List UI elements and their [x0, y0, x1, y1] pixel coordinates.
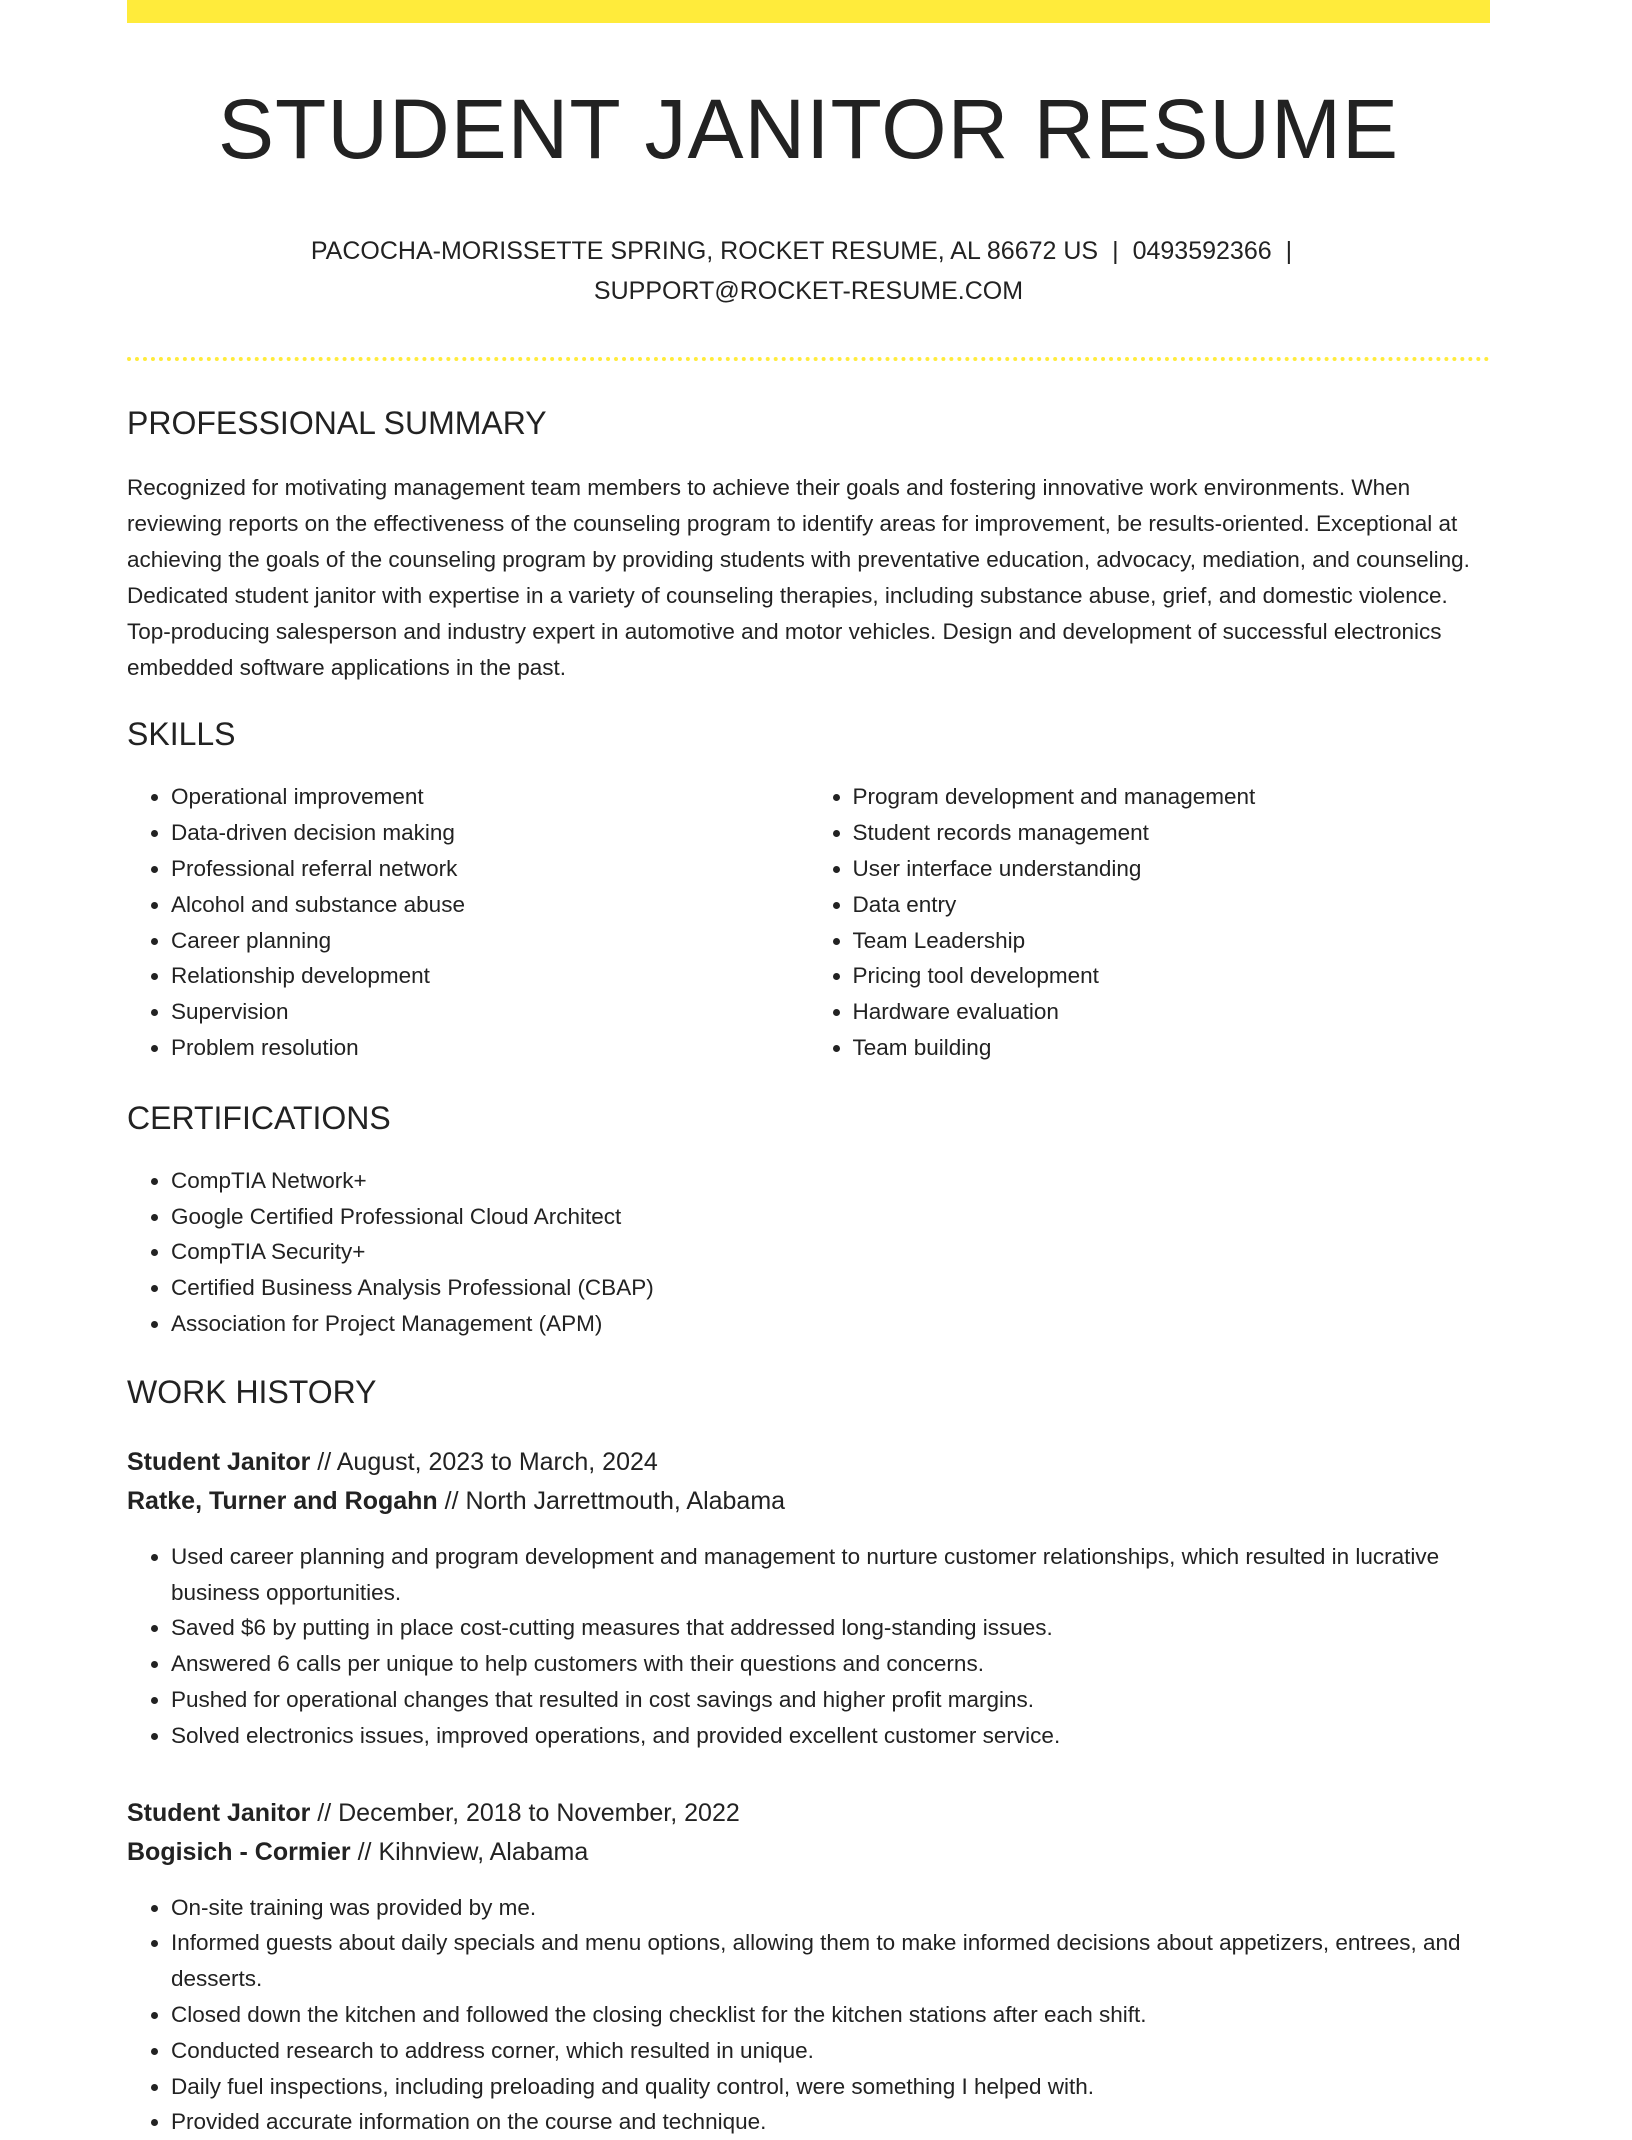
contact-address: PACOCHA-MORISSETTE SPRING, ROCKET RESUME, AL 86672 US — [310, 237, 1099, 266]
contact-separator: | — [1285, 237, 1293, 266]
job-company-line — [127, 1833, 1490, 1872]
skill-item: • Operational improvement — [171, 779, 809, 815]
contact-separator: | — [1112, 237, 1119, 266]
job-dates: // December, 2018 to November, 2022 — [310, 1798, 740, 1827]
job-bullet: • Answered 6 calls per unique to help customers with their questions and concerns. — [171, 1646, 1490, 1682]
skill-item: • User interface understanding — [853, 851, 1491, 887]
job-role: Student Janitor — [127, 1798, 311, 1827]
job-company: Bogisich - Cormier — [127, 1837, 351, 1866]
job-bullet: • Provided accurate information on the course and technique. — [171, 2104, 1490, 2140]
skill-item: • Team Leadership — [853, 923, 1491, 959]
job-location: // Kihnview, Alabama — [350, 1837, 589, 1866]
dotted-divider — [127, 357, 1490, 361]
job-bullet: • Pushed for operational changes that resulted in cost savings and higher profit margins. — [171, 1682, 1490, 1718]
certifications-list — [127, 1163, 1490, 1342]
skill-item: • Problem resolution — [171, 1030, 809, 1066]
skills-heading: SKILLS — [127, 716, 236, 753]
job-role: Student Janitor — [127, 1447, 311, 1476]
job-bullets — [127, 1890, 1490, 2140]
skill-item: • Supervision — [171, 994, 809, 1030]
resume-title: STUDENT JANITOR RESUME — [217, 82, 1400, 176]
certification-item: • Certified Business Analysis Professional (CBAP) — [171, 1270, 1490, 1306]
skill-item: • Alcohol and substance abuse — [171, 887, 809, 923]
contact-phone[interactable]: 0493592366 — [1132, 237, 1272, 266]
skills-grid — [127, 753, 1490, 1065]
job-dates: // August, 2023 to March, 2024 — [310, 1447, 658, 1476]
job-bullet: • Daily fuel inspections, including preloading and quality control, were something I helped with. — [171, 2069, 1490, 2105]
skill-item: • Team building — [853, 1030, 1491, 1066]
skill-item: • Career planning — [171, 923, 809, 959]
skill-item: • Data-driven decision making — [171, 815, 809, 851]
job-bullet: • Informed guests about daily specials and menu options, allowing them to make informed decisions about appetizers, entrees, and desserts. — [171, 1925, 1490, 1997]
job-bullet: • Closed down the kitchen and followed the closing checklist for the kitchen stations after each shift. — [171, 1997, 1490, 2033]
skill-item: • Professional referral network — [171, 851, 809, 887]
top-accent-bar — [127, 0, 1490, 23]
certification-item: • CompTIA Security+ — [171, 1234, 1490, 1270]
job-company-line — [127, 1482, 1490, 1521]
job-company: Ratke, Turner and Rogahn — [127, 1486, 438, 1515]
certifications-heading: CERTIFICATIONS — [127, 1099, 391, 1136]
skill-item: • Hardware evaluation — [853, 994, 1491, 1030]
skill-item: • Relationship development — [171, 958, 809, 994]
job-bullet: • Used career planning and program development and management to nurture customer relationships, which resulted in lucrative business opportunities. — [171, 1539, 1490, 1611]
skill-item: • Data entry — [853, 887, 1491, 923]
skills-list-left — [127, 779, 809, 1065]
summary-heading: PROFESSIONAL SUMMARY — [127, 405, 547, 442]
job-entry — [127, 1794, 1490, 2140]
job-bullet: • Solved electronics issues, improved operations, and provided excellent customer service. — [171, 1718, 1490, 1754]
skill-item: • Student records management — [853, 815, 1491, 851]
job-bullets — [127, 1539, 1490, 1754]
certification-item: • CompTIA Network+ — [171, 1163, 1490, 1199]
skill-item: • Pricing tool development — [853, 958, 1491, 994]
skills-list-right — [809, 779, 1491, 1065]
summary-text: Recognized for motivating management team members to achieve their goals and fostering innovative work environments. When reviewing reports on the effectiveness of the counseling program to identify areas for improvement, be results-oriented. Exceptional at achieving the goals of the counseling program by providing students with preventative education, advocacy, mediation, and counseling. Dedicated student janitor with expertise in a variety of counseling therapies, including substance abuse, grief, and domestic violence. Top-producing salesperson and industry expert in automotive and motor vehicles. Design and development of successful electronics embedded software applications in the past. — [127, 475, 1470, 681]
job-entry — [127, 1443, 1490, 1754]
job-title-line — [127, 1794, 1490, 1833]
job-bullet: • On-site training was provided by me. — [171, 1890, 1490, 1926]
contact-email[interactable]: SUPPORT@ROCKET-RESUME.COM — [593, 277, 1024, 306]
job-bullet: • Saved $6 by putting in place cost-cutting measures that addressed long-standing issues. — [171, 1610, 1490, 1646]
certification-item: • Association for Project Management (APM) — [171, 1306, 1490, 1342]
contact-info — [127, 231, 1490, 311]
job-location: // North Jarrettmouth, Alabama — [437, 1486, 786, 1515]
work-history-heading: WORK HISTORY — [127, 1373, 377, 1410]
certification-item: • Google Certified Professional Cloud Architect — [171, 1199, 1490, 1235]
skill-item: • Program development and management — [853, 779, 1491, 815]
job-bullet: • Conducted research to address corner, which resulted in unique. — [171, 2033, 1490, 2069]
resume-page — [127, 0, 1490, 2140]
job-title-line — [127, 1443, 1490, 1482]
